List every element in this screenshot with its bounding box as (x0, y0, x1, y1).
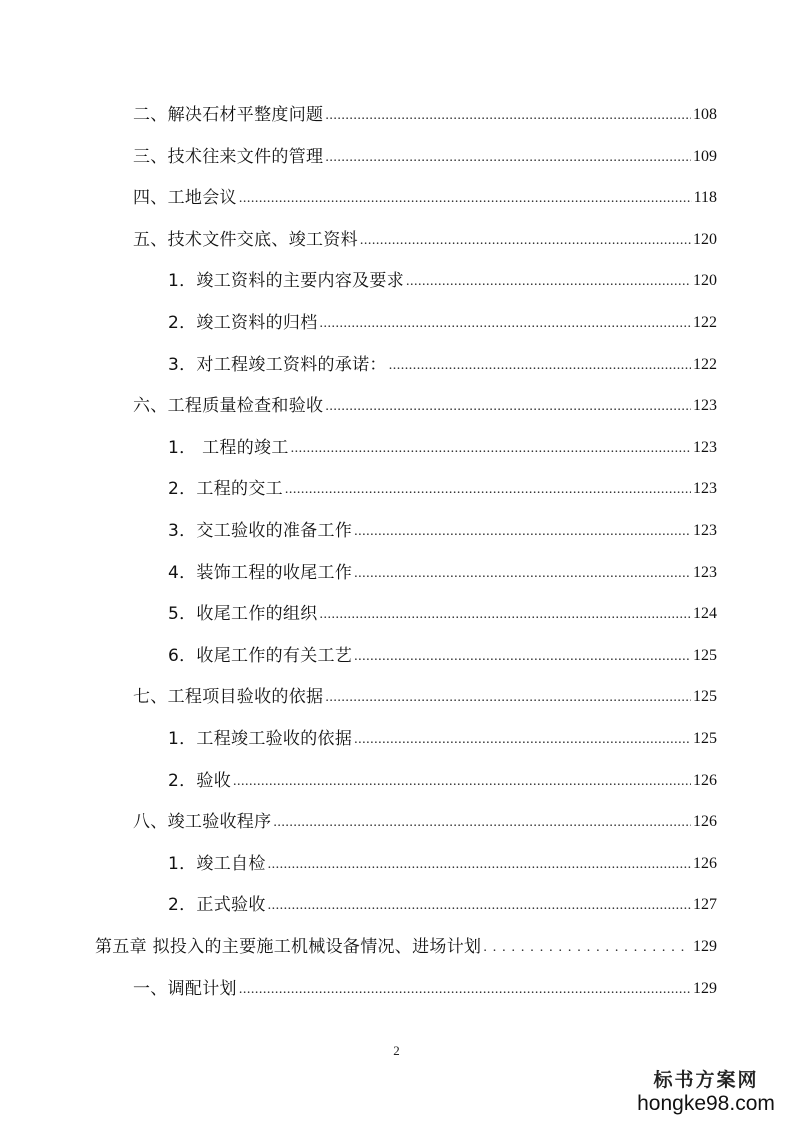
toc-dot-leader (354, 562, 691, 584)
toc-entry-title: 3．交工验收的准备工作 (168, 521, 353, 541)
toc-entry-title: 1．工程竣工验收的依据 (168, 729, 353, 749)
toc-entry[interactable] (0, 387, 717, 417)
toc-dot-leader (406, 270, 691, 292)
toc-entry[interactable] (0, 762, 717, 792)
toc-entry[interactable] (0, 554, 717, 584)
toc-entry-title: 六、工程质量检查和验收 (133, 396, 324, 417)
toc-dot-leader (325, 686, 691, 708)
toc-dot-leader (273, 811, 691, 833)
toc-dot-leader (320, 603, 691, 625)
toc-entry[interactable] (0, 512, 717, 542)
toc-entry-page-number: 109 (693, 147, 717, 165)
toc-dot-leader (325, 395, 691, 417)
toc-entry-page-number: 125 (693, 730, 717, 747)
toc-entry[interactable] (0, 179, 717, 209)
watermark-domain-text: hongke98.com (637, 1092, 775, 1115)
toc-entry[interactable] (0, 720, 717, 750)
toc-entry-title: 1．竣工资料的主要内容及要求 (168, 271, 405, 292)
toc-entry-title: 二、解决石材平整度问题 (133, 105, 324, 125)
toc-entry-title: 八、竣工验收程序 (133, 812, 272, 833)
toc-entry[interactable] (0, 221, 717, 251)
toc-dot-leader (354, 520, 691, 542)
toc-entry-title: 五、技术文件交底、竣工资料 (133, 229, 358, 250)
toc-entry-title: 6．收尾工作的有关工艺 (168, 645, 353, 666)
toc-dot-leader (268, 853, 691, 875)
toc-entry-title: 4．装饰工程的收尾工作 (168, 562, 353, 583)
toc-entry[interactable] (0, 138, 717, 168)
toc-dot-leader (268, 894, 691, 916)
toc-dot-leader (285, 478, 691, 500)
page-number: 2 (393, 1043, 400, 1058)
toc-entry[interactable] (0, 96, 717, 126)
toc-entry[interactable] (0, 637, 717, 667)
toc-entry-page-number: 124 (693, 605, 717, 623)
toc-entry-page-number: 123 (693, 438, 717, 456)
toc-entry[interactable] (0, 304, 717, 334)
toc-entry[interactable] (0, 470, 717, 500)
toc-entry-page-number: 125 (693, 688, 717, 706)
toc-entry-title: 第五章 拟投入的主要施工机械设备情况、进场计划 (95, 937, 482, 957)
toc-dot-leader (233, 770, 691, 792)
toc-entry-title: 2．验收 (168, 770, 232, 791)
toc-entry-title: 一、调配计划 (133, 978, 237, 999)
toc-entry[interactable] (0, 346, 717, 376)
toc-dot-leader (483, 936, 691, 958)
toc-dot-leader (389, 354, 691, 376)
toc-entry-title: 2．工程的交工 (168, 479, 283, 500)
toc-entry-title: 1． 工程的竣工 (168, 437, 289, 458)
toc-entry-page-number: 127 (693, 896, 717, 914)
toc-entry-page-number: 126 (693, 813, 717, 831)
watermark-chinese-text: 标书方案网 (653, 1069, 759, 1091)
toc-entry-title: 七、工程项目验收的依据 (133, 687, 324, 708)
toc-entry[interactable] (0, 429, 717, 459)
toc-entry[interactable] (0, 845, 717, 875)
toc-entry-page-number: 126 (693, 854, 717, 872)
toc-entry-page-number: 108 (693, 106, 717, 123)
toc-entry-page-number: 122 (693, 314, 717, 331)
toc-entry-page-number: 123 (693, 563, 717, 581)
toc-dot-leader (320, 312, 691, 334)
toc-entry-page-number: 129 (693, 938, 717, 955)
toc-entry[interactable] (0, 262, 717, 292)
toc-entry-title: 四、工地会议 (133, 188, 237, 209)
toc-entry-page-number: 125 (693, 646, 717, 664)
toc-entry[interactable] (0, 886, 717, 916)
site-watermark (631, 1068, 781, 1118)
toc-dot-leader (291, 437, 691, 459)
toc-entry-page-number: 120 (693, 230, 717, 248)
toc-entry[interactable] (0, 970, 717, 1000)
toc-dot-leader (354, 728, 691, 750)
toc-entry[interactable] (0, 803, 717, 833)
toc-entry-title: 2．正式验收 (168, 895, 266, 916)
toc-entry-page-number: 123 (693, 480, 717, 498)
toc-entry-title: 1．竣工自检 (168, 853, 266, 874)
toc-entry-page-number: 129 (693, 979, 717, 997)
toc-entry-title: 3．对工程竣工资料的承诺： (168, 354, 387, 375)
toc-entry-page-number: 123 (693, 397, 717, 415)
toc-entry[interactable] (0, 595, 717, 625)
toc-entry-title: 三、技术往来文件的管理 (133, 146, 324, 167)
toc-entry-title: 2．竣工资料的归档 (168, 313, 318, 333)
toc-dot-leader (325, 104, 691, 126)
toc-dot-leader (354, 645, 691, 667)
toc-dot-leader (325, 146, 691, 168)
toc-entry[interactable] (0, 678, 717, 708)
toc-dot-leader (239, 187, 692, 209)
toc-entry-title: 5．收尾工作的组织 (168, 604, 318, 625)
toc-dot-leader (360, 229, 691, 251)
toc-entry-page-number: 123 (693, 522, 717, 539)
toc-entry-page-number: 126 (693, 771, 717, 789)
toc-entry[interactable] (0, 928, 717, 958)
toc-dot-leader (239, 978, 691, 1000)
toc-entry-page-number: 120 (693, 272, 717, 290)
toc-entry-page-number: 122 (693, 355, 717, 373)
toc-entry-page-number: 118 (693, 189, 717, 207)
